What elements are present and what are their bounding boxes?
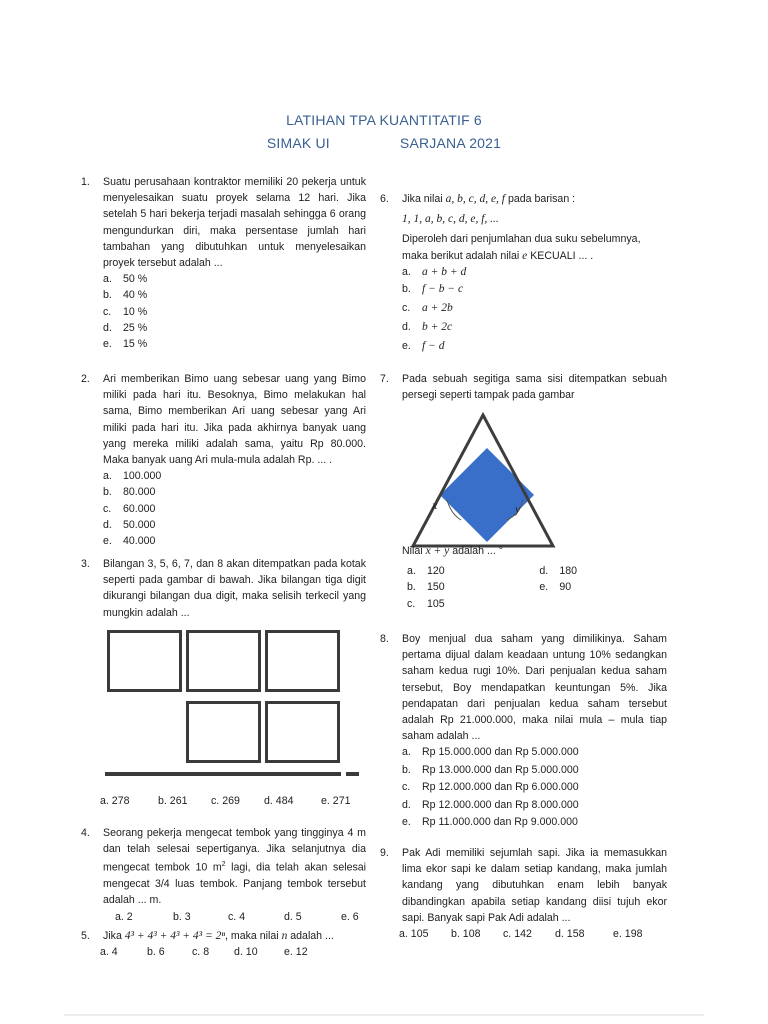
option: b. 6 xyxy=(147,946,165,959)
option: c. 8 xyxy=(192,946,210,959)
question-3-options xyxy=(100,793,370,809)
question-text: Bilangan 3, 5, 6, 7, dan 8 akan ditempatkan pada kotak seperti pada gambar di bawah. Jika bilangan tiga digit dikurangi bilangan dua digit, maka selisih terkecil yang mungkin adalah ... xyxy=(103,558,366,619)
option: a. 2 xyxy=(115,910,133,923)
option: a. 4 xyxy=(100,946,118,959)
options xyxy=(402,563,577,612)
subtitle-part1: SIMAK UI xyxy=(266,135,330,151)
digit-box xyxy=(186,701,261,763)
option: b. 150 xyxy=(407,581,445,594)
question-number: 1. xyxy=(81,176,90,188)
option: d. 158 xyxy=(555,928,585,941)
question-text: Jika 4³ + 4³ + 4³ + 4³ = 2ⁿ, maka nilai n adalah ... xyxy=(103,930,334,942)
option: a. 50 % xyxy=(103,273,148,286)
option: d. 10 xyxy=(234,946,258,959)
option: b. Rp 13.000.000 dan Rp 5.000.000 xyxy=(402,763,579,776)
question-text: Pak Adi memiliki sejumlah sapi. Jika ia memasukkan lima ekor sapi ke dalam setiap kandang, maka jumlah kandang yang dibutuhkan enam lebih banyak dibandingkan apabila setiap kandang diisi tujuh ekor sapi. Banyak sapi Pak Adi adalah ... xyxy=(402,847,667,924)
triangle-square-figure xyxy=(395,410,565,550)
option: a. 278 xyxy=(100,795,130,807)
question-5 xyxy=(81,928,373,960)
option: a. 120 xyxy=(407,565,445,578)
question-7 xyxy=(380,371,667,403)
option: e. Rp 11.000.000 dan Rp 9.000.000 xyxy=(402,816,578,829)
option: d. 50.000 xyxy=(103,518,156,531)
options xyxy=(103,909,366,925)
subtraction-line xyxy=(105,772,341,776)
question-number: 3. xyxy=(81,558,90,570)
options xyxy=(402,744,667,831)
option: b. 3 xyxy=(173,910,191,923)
digit-box xyxy=(107,630,182,692)
option: a. Rp 15.000.000 dan Rp 5.000.000 xyxy=(402,746,579,759)
question-text: Suatu perusahaan kontraktor memiliki 20 pekerja untuk menyelesaikan suatu proyek selama 12 hari. Jika setelah 5 hari bekerja terjadi masalah sehingga 6 orang mengundurkan diri, maka persentase jumlah hari tambahan yang dibutuhkan untuk menyelesaikan proyek tersebut adalah ... xyxy=(103,176,366,270)
label-x: x xyxy=(432,498,438,512)
question-6 xyxy=(380,191,667,357)
question-text-2: Diperoleh dari penjumlahan dua suku sebelumnya, maka berikut adalah nilai e KECUALI ... . xyxy=(402,233,641,262)
question-text: Pada sebuah segitiga sama sisi ditempatkan sebuah persegi seperti tampak pada gambar xyxy=(402,373,667,402)
question-3 xyxy=(81,556,366,621)
question-number: 7. xyxy=(380,373,389,385)
option: e. 40.000 xyxy=(103,535,156,548)
question-number: 8. xyxy=(380,633,389,645)
question-text: Jika nilai a, b, c, d, e, f pada barisan : xyxy=(402,193,576,205)
question-1 xyxy=(81,174,366,352)
options xyxy=(100,944,373,960)
option: b. 80.000 xyxy=(103,486,156,499)
option: e. f − d xyxy=(402,339,445,352)
option: c. 105 xyxy=(407,597,445,610)
options xyxy=(402,264,667,357)
digit-box xyxy=(265,701,340,763)
question-4 xyxy=(81,825,367,925)
sequence: 1, 1, a, b, c, d, e, f, ... xyxy=(402,213,499,226)
digit-box xyxy=(265,630,340,692)
option: b. 261 xyxy=(158,795,188,807)
option: e. 6 xyxy=(341,910,359,923)
question-text: Boy menjual dua saham yang dimilikinya. Saham pertama dijual dalam keadaan untung 10% sedangkan saham kedua rugi 10%. Dari penjualan kedua saham tersebut, Boy mendapatkan keuntungan 5%. Jika pendapatan dari penjualan kedua saham tersebut adalah Rp 21.000.000, maka nilai mula – mula tiap saham adalah ... xyxy=(402,633,667,743)
question-9 xyxy=(380,845,667,942)
question-8 xyxy=(380,631,667,831)
question-7-answer xyxy=(402,543,602,612)
options xyxy=(103,271,366,352)
option: e. 90 xyxy=(539,581,572,594)
redacted-blank xyxy=(330,137,400,151)
option: d. Rp 12.000.000 dan Rp 8.000.000 xyxy=(402,798,579,811)
option: d. b + 2c xyxy=(402,320,453,333)
square xyxy=(440,448,534,542)
question-number: 4. xyxy=(81,827,90,839)
option: a. a + b + d xyxy=(402,265,467,278)
option: d. 180 xyxy=(539,565,577,578)
option: c. Rp 12.000.000 dan Rp 6.000.000 xyxy=(402,781,579,794)
option: e. 198 xyxy=(613,928,643,941)
option: d. 5 xyxy=(284,910,302,923)
option: d. 484 xyxy=(264,795,294,807)
option: b. f − b − c xyxy=(402,282,464,295)
option: e. 12 xyxy=(284,946,308,959)
question-number: 2. xyxy=(81,373,90,385)
minus-sign xyxy=(346,772,359,776)
options xyxy=(399,926,667,942)
option: c. 142 xyxy=(503,928,532,941)
option: a. 105 xyxy=(399,928,429,941)
digit-box xyxy=(186,630,261,692)
option: a. 100.000 xyxy=(103,470,162,483)
options xyxy=(100,793,370,809)
label-y: y xyxy=(515,502,521,516)
option: d. 25 % xyxy=(103,321,148,334)
option: e. 271 xyxy=(321,795,351,807)
question-number: 5. xyxy=(81,930,90,942)
question-text: Ari memberikan Bimo uang sebesar uang yang Bimo miliki pada hari itu. Besoknya, Bimo melakukan hal sama, Bimo memberikan Ari uang sebesar yang Ari miliki pada hari itu. Jika pada akhirnya banyak uang yang mereka miliki adalah sama, yaitu Rp 80.000. Maka banyak uang Ari mula-mula adalah Rp. ... . xyxy=(103,373,366,467)
question-text: Nilai x + y adalah ... ° xyxy=(402,545,503,557)
option: b. 108 xyxy=(451,928,481,941)
page-subtitle xyxy=(0,135,768,151)
page-title: LATIHAN TPA KUANTITATIF 6 xyxy=(286,112,482,128)
question-number: 6. xyxy=(380,193,389,205)
option: c. 269 xyxy=(211,795,240,807)
option: e. 15 % xyxy=(103,338,148,351)
option: b. 40 % xyxy=(103,289,148,302)
option: c. 10 % xyxy=(103,305,148,318)
option: c. 60.000 xyxy=(103,502,156,515)
question-number: 9. xyxy=(380,847,389,859)
question-2 xyxy=(81,371,366,549)
option: c. 4 xyxy=(228,910,246,923)
question-text: Seorang pekerja mengecat tembok yang tingginya 4 m dan telah selesai sepertiganya. Jika selanjutnya dia mengecat tembok 10 $m^2$ lagi, dia telah akan selesai mengecat 3/4 luas tembok. Panjang tembok tersebut adalah ... m. xyxy=(103,827,367,907)
options xyxy=(103,468,366,549)
subtitle-part2: SARJANA 2021 xyxy=(399,135,502,151)
page-edge xyxy=(64,1014,704,1016)
option: c. a + 2b xyxy=(402,301,453,314)
